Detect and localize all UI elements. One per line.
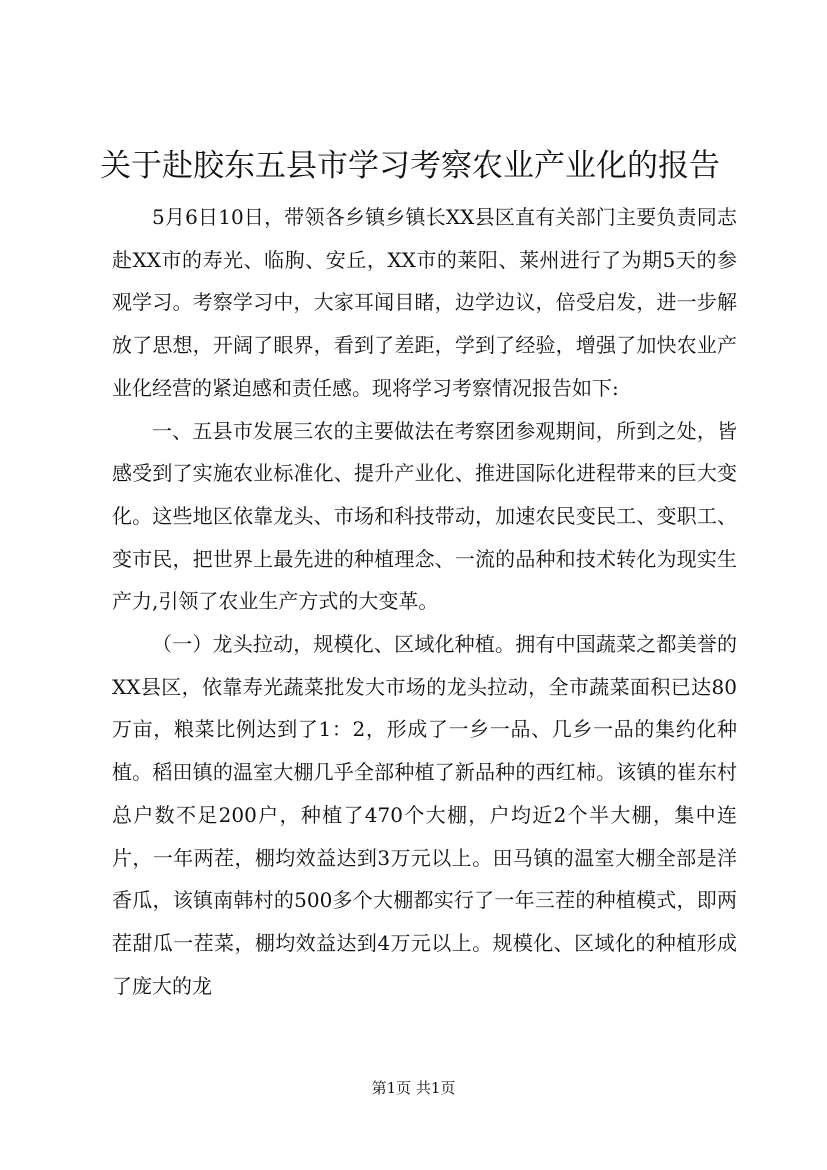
paragraph-subsection-one: （一）龙头拉动，规模化、区域化种植。拥有中国蔬菜之都美誉的XX县区，依靠寿光蔬菜批发大市场的龙头拉动，全市蔬菜面积已达80万亩，粮菜比例达到了1：2，形成了一乡一品、几乡一品的集约化种植。稻田镇的温室大棚几乎全部种植了新品种的西红柿。该镇的崔东村总户数不足200户，种植了470个大棚，户均近2个半大棚，集中连片，一年两茬，棚均效益达到3万元以上。田马镇的温室大棚全部是洋香瓜，该镇南韩村的500多个大棚都实行了一年三茬的种植模式，即两茬甜瓜一茬菜，棚均效益达到4万元以上。规模化、区域化的种植形成了庞大的龙 — [112, 632, 737, 998]
document-title: 关于赴胶东五县市学习考察农业产业化的报告 — [100, 148, 720, 184]
page-footer: 第1页 共1页 — [371, 1079, 456, 1097]
paragraph-section-one: 一、五县市发展三农的主要做法在考察团参观期间，所到之处，皆感受到了实施农业标准化、提升产业化、推进国际化进程带来的巨大变化。这些地区依靠龙头、市场和科技带动，加速农民变民工、变职工、变市民，把世界上最先进的种植理念、一流的品种和技术转化为现实生产力,引领了农业生产方式的大变革。 — [112, 418, 737, 614]
document-body — [112, 196, 737, 1007]
paragraph-intro: 5月6日10日，带领各乡镇乡镇长XX县区直有关部门主要负责同志赴XX市的寿光、临朐、安丘，XX市的莱阳、莱州进行了为期5天的参观学习。考察学习中，大家耳闻目睹，边学边议，倍受启发，进一步解放了思想，开阔了眼界，看到了差距，学到了经验，增强了加快农业产业化经营的紧迫感和责任感。现将学习考察情况报告如下: — [112, 205, 737, 400]
